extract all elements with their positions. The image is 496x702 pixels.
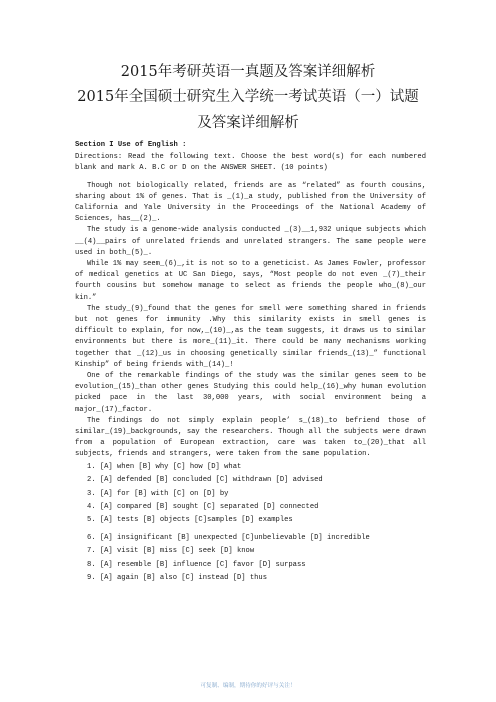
option-item-9: 9. [A] again [B] also [C] instead [D] thus xyxy=(87,573,267,582)
passage-paragraph-5: One of the remarkable findings of the study was the similar genes seem to be evolution_(15)_than other genes Studying this could help_(16)_why human evolution picked pace in the last 30,000 years, with social environment being a major_(17)_factor. xyxy=(75,372,426,414)
option-item-3: 3. [A] for [B] with [C] on [D] by xyxy=(87,489,229,498)
option-item-2: 2. [A] defended [B] concluded [C] withdrawn [D] advised xyxy=(87,476,323,485)
option-item-8: 8. [A] resemble [B] influence [C] favor [D] surpass xyxy=(87,560,306,569)
option-item-1: 1. [A] when [B] why [C] how [D] what xyxy=(87,462,242,471)
option-item-5: 5. [A] tests [B] objects [C]samples [D] examples xyxy=(87,516,293,525)
option-item-6: 6. [A] insignificant [B] unexpected [C]unbelievable [D] incredible xyxy=(87,533,370,542)
page-footer: 可复制、编制，期待你的好评与关注！ xyxy=(200,683,296,689)
passage-paragraph-1: Though not biologically related, friends are as “related” as fourth cousins, sharing about 1% of genes. That is _(1)_a study, published from the University of California and Yale University in the Proceedings of the National Academy of Sciences, has__(2)_. xyxy=(75,181,426,224)
document-subtitle-continued: 及答案详细解析 xyxy=(197,115,299,131)
document-title: 2015年考研英语一真题及答案详细解析 xyxy=(120,64,376,80)
directions-text: Directions: Read the following text. Choose the best word(s) for each numbered blank and mark A. B.C or D on the ANSWER SHEET. (10 points) xyxy=(75,153,426,173)
passage-paragraph-2: The study is a genome-wide analysis conducted _(3)__1,932 unique subjects which __(4)__pairs of unrelated friends and unrelated strangers. The same people were used in both_(5)_. xyxy=(75,226,426,257)
document-subtitle: 2015年全国硕士研究生入学统一考试英语（一）试题 xyxy=(77,89,419,105)
option-item-4: 4. [A] compared [B] sought [C] separated [D] connected xyxy=(87,502,319,511)
option-item-7: 7. [A] visit [B] miss [C] seek [D] know xyxy=(87,547,255,556)
answer-options-list xyxy=(75,461,426,586)
passage-paragraph-3: While 1% may seem_(6)_,it is not so to a geneticist. As James Fowler, professor of medical genetics at UC San Diego, says, “Most people do not even _(7)_their fourth cousins but somehow manage to select as friends the people who_(8)_our kin.” xyxy=(75,260,426,302)
section-heading: Section I Use of English : xyxy=(75,141,187,149)
passage-paragraph-4: The study_(9)_found that the genes for smell were something shared in friends but not genes for immunity .Why this similarity exists in smell genes is difficult to explain, for now,_(10)_,as the team suggests, it draws us to similar environments but there is more_(11)_it. There could be many mechanisms working together that _(12)_us in choosing genetically similar friends_(13)_” functional Kinship” of being friends with_(14)_! xyxy=(75,304,426,369)
document-body xyxy=(75,140,426,585)
passage-paragraph-6: The findings do not simply explain people’ s_(18)_to befriend those of similar_(19)_backgrounds, say the researchers. Though all the subjects were drawn from a population of European extraction, care was taken to_(20)_that all subjects, friends and strangers, were taken from the same population. xyxy=(75,416,426,459)
